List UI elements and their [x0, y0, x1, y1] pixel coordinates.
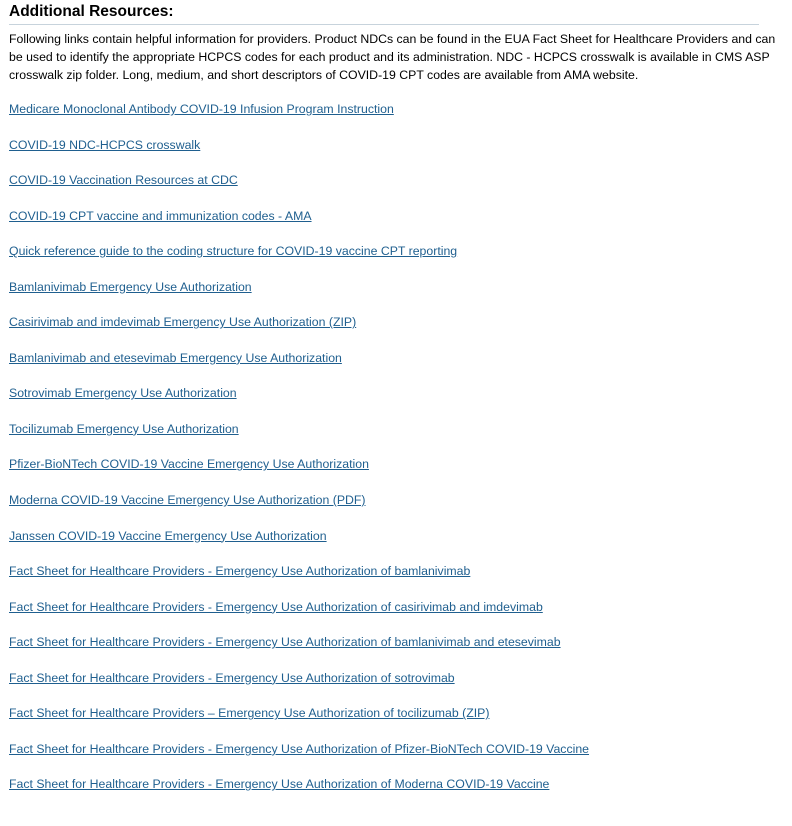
list-item — [9, 384, 787, 420]
resource-link[interactable]: COVID-19 NDC-HCPCS crosswalk — [9, 137, 201, 152]
additional-resources-section — [9, 0, 787, 811]
resource-link[interactable]: Fact Sheet for Healthcare Providers - Emergency Use Authorization of Pfizer-BioNTech COVID-19 Vaccine — [9, 741, 590, 756]
list-item — [9, 455, 787, 491]
resource-link[interactable]: Tocilizumab Emergency Use Authorization — [9, 421, 239, 436]
resource-link[interactable]: Fact Sheet for Healthcare Providers - Emergency Use Authorization of bamlanivimab — [9, 564, 471, 579]
list-item — [9, 740, 787, 776]
resource-link[interactable]: COVID-19 CPT vaccine and immunization codes - AMA — [9, 208, 312, 223]
list-item — [9, 136, 787, 172]
resource-link[interactable]: Janssen COVID-19 Vaccine Emergency Use Authorization — [9, 528, 327, 543]
list-item — [9, 420, 787, 456]
resource-link[interactable]: Moderna COVID-19 Vaccine Emergency Use Authorization (PDF) — [9, 493, 366, 508]
list-item — [9, 242, 787, 278]
list-item — [9, 491, 787, 527]
list-item — [9, 349, 787, 385]
resource-link[interactable]: Casirivimab and imdevimab Emergency Use Authorization (ZIP) — [9, 315, 357, 330]
list-item — [9, 633, 787, 669]
resource-link[interactable]: Fact Sheet for Healthcare Providers – Emergency Use Authorization of tocilizumab (ZIP) — [9, 706, 490, 721]
list-item — [9, 207, 787, 243]
resource-link[interactable]: Fact Sheet for Healthcare Providers - Emergency Use Authorization of casirivimab and imdevimab — [9, 599, 543, 614]
resource-link[interactable]: Bamlanivimab and etesevimab Emergency Use Authorization — [9, 350, 342, 365]
list-item — [9, 598, 787, 634]
list-item — [9, 669, 787, 705]
resource-link[interactable]: COVID-19 Vaccination Resources at CDC — [9, 173, 238, 188]
resource-link[interactable]: Bamlanivimab Emergency Use Authorization — [9, 279, 252, 294]
resource-link-list — [9, 100, 787, 811]
list-item — [9, 171, 787, 207]
resource-link[interactable]: Sotrovimab Emergency Use Authorization — [9, 386, 237, 401]
list-item — [9, 704, 787, 740]
list-item — [9, 313, 787, 349]
section-heading: Additional Resources: — [9, 0, 759, 25]
resource-link[interactable]: Medicare Monoclonal Antibody COVID-19 Infusion Program Instruction — [9, 102, 394, 116]
resource-link[interactable]: Fact Sheet for Healthcare Providers - Emergency Use Authorization of Moderna COVID-19 Vaccine — [9, 777, 550, 792]
resource-link[interactable]: Quick reference guide to the coding structure for COVID-19 vaccine CPT reporting — [9, 244, 458, 259]
list-item — [9, 100, 787, 136]
section-intro-paragraph: Following links contain helpful information for providers. Product NDCs can be found in the EUA Fact Sheet for Healthcare Providers and can be used to identify the appropriate HCPCS codes for each product and its administration. NDC - HCPCS crosswalk is available in CMS ASP crosswalk zip folder. Long, medium, and short descriptors of COVID-19 CPT codes are available from AMA website. — [9, 32, 776, 82]
resource-link[interactable]: Fact Sheet for Healthcare Providers - Emergency Use Authorization of bamlanivimab and etesevimab — [9, 635, 561, 650]
list-item — [9, 278, 787, 314]
resource-link[interactable]: Pfizer-BioNTech COVID-19 Vaccine Emergency Use Authorization — [9, 457, 369, 472]
list-item — [9, 775, 787, 811]
list-item — [9, 527, 787, 563]
list-item — [9, 562, 787, 598]
resource-link[interactable]: Fact Sheet for Healthcare Providers - Emergency Use Authorization of sotrovimab — [9, 670, 455, 685]
